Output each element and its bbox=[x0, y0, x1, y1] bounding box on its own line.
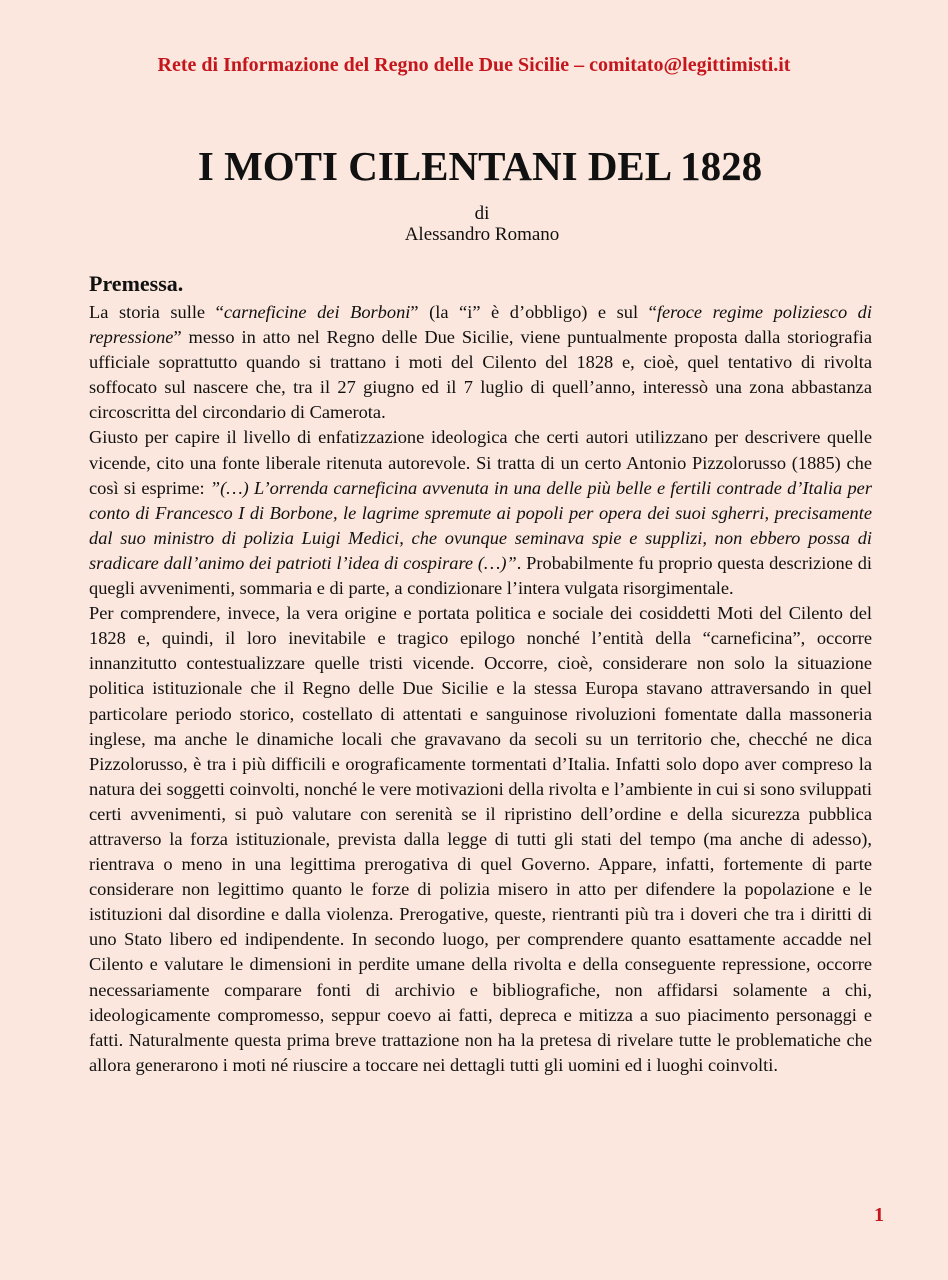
body-text bbox=[89, 300, 872, 1078]
paragraph-2-text: . Probabilmente fu proprio questa descrizione di quegli avvenimenti, sommaria e di parte, a condizionare l’intera vulgata risorgimentale. bbox=[89, 552, 872, 599]
author-name: Alessandro Romano bbox=[404, 224, 560, 245]
network-header: Rete di Informazione del Regno delle Due Sicilie – comitato@legittimisti.it bbox=[157, 54, 791, 76]
paragraph-3 bbox=[89, 601, 872, 1078]
byline-di: di bbox=[474, 203, 490, 224]
paragraph-2 bbox=[89, 425, 872, 601]
paragraph-1-text: La storia sulle “ bbox=[89, 302, 224, 322]
paragraph-1-text: ” (la “i” è d’obbligo) e sul “ bbox=[410, 302, 657, 322]
paragraph-1 bbox=[89, 300, 872, 425]
page-number: 1 bbox=[874, 1204, 884, 1226]
paragraph-3-text: Per comprendere, invece, la vera origine e portata politica e sociale dei cosiddetti Moti del Cilento del 1828 e, quindi, il loro inevitabile e tragico epilogo nonché l’entità della “carneficina”, occorre innanzitutto contestualizzare quelle tristi vicende. Occorre, cioè, considerare non solo la situazione politica istituzionale che il Regno delle Due Sicilie e la stessa Europa stavano attraversando in quel particolare periodo storico, costellato di attentati e sanguinose rivoluzioni fomentate dalla massoneria inglese, ma anche le dinamiche locali che gravavano da secoli su un territorio che, checché ne dica Pizzolorusso, è tra i più difficili e orograficamente tormentati d’Italia. Infatti solo dopo aver compreso la natura dei soggetti coinvolti, nonché le vere motivazioni della rivolta e l’ambiente in cui si sono sviluppati certi avvenimenti, si può valutare con serenità se il ripristino dell’ordine e della sicurezza pubblica attraverso la forza istituzionale, prevista dalla legge di tutti gli stati del tempo (ma anche di adesso), rientrava o meno in una legittima prerogativa di quel Governo. Appare, infatti, fortemente di parte considerare non legittimo quanto le forze di polizia misero in atto per difendere la popolazione e le istituzioni dal disordine e dalla violenza. Prerogative, queste, rientranti più tra i doveri che tra i diritti di uno Stato libero ed indipendente. In secondo luogo, per comprendere quanto esattamente accadde nel Cilento e valutare le dimensioni in perdite umane della rivolta e della conseguente repressione, occorre necessariamente comparare fonti di archivio e bibliografiche, non affidarsi solamente a chi, ideologicamente compromesso, seppur coevo ai fatti, depreca e mitizza a suo piacimento personaggi e fatti. Naturalmente questa prima breve trattazione non ha la pretesa di rivelare tutte le problematiche che allora generarono i moti né riuscire a toccare nei dettagli tutti gli uomini ed i luoghi coinvolti. bbox=[89, 603, 872, 1075]
paragraph-2-italic-quote: ”(…) L’orrenda carneficina avvenuta in una delle più belle e fertili contrade d’Italia per conto di Francesco I di Borbone, le lagrime spremute ai popoli per opera dei suoi sgherri, precisamente dal suo ministro di polizia Luigi Medici, che ovunque seminava spie e supplizi, non ebbero possa di sradicare dall’animo dei patrioti l’idea di cospirare (…)” bbox=[89, 477, 872, 573]
paragraph-1-italic-quote: feroce regime poliziesco di repressione bbox=[89, 302, 872, 348]
document-title: I MOTI CILENTANI DEL 1828 bbox=[197, 143, 763, 189]
paragraph-1-italic-quote: carneficine dei Borboni bbox=[223, 302, 411, 322]
section-heading-premessa: Premessa. bbox=[89, 271, 184, 296]
byline bbox=[0, 203, 948, 245]
paragraph-2-text: Giusto per capire il livello di enfatizzazione ideologica che certi autori utilizzano per descrivere quelle vicende, cito una fonte liberale ritenuta autorevole. Si tratta di un certo Antonio Pizzolorusso (1885) che così si esprime: bbox=[89, 427, 872, 498]
paragraph-1-text: ” messo in atto nel Regno delle Due Sicilie, viene puntualmente proposta dalla storiografia ufficiale soprattutto quando si trattano i moti del Cilento del 1828 e, cioè, quel tentativo di rivolta soffocato sul nascere che, tra il 27 giugno ed il 7 luglio di quell’anno, interessò una zona abbastanza circoscritta del circondario di Camerota. bbox=[89, 327, 872, 423]
